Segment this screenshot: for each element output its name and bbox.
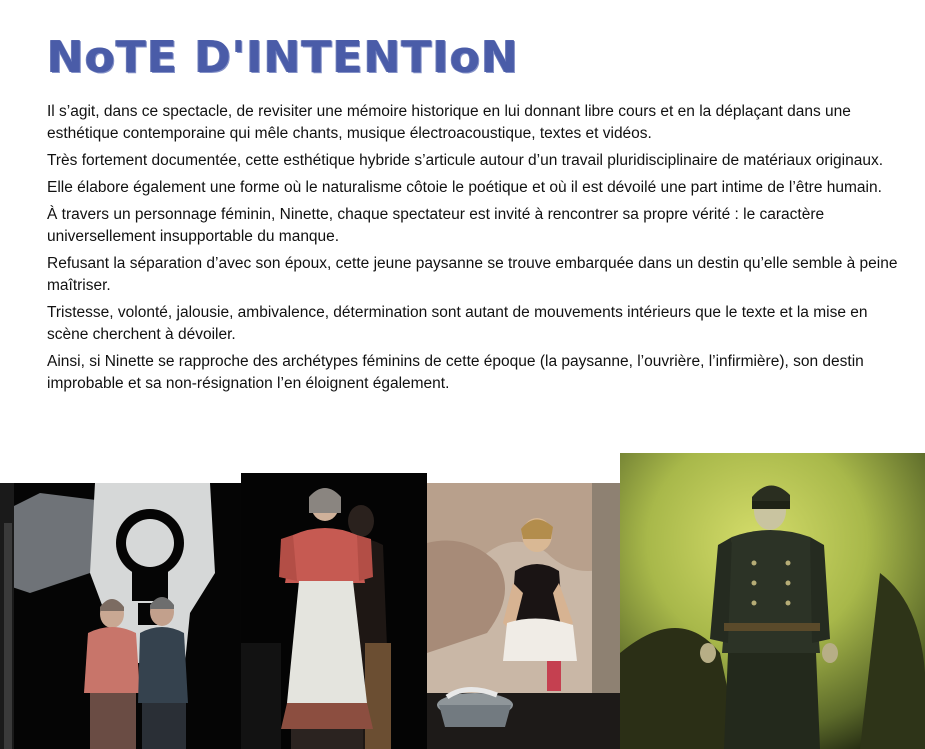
paragraph: Il s’agit, dans ce spectacle, de revisiter une mémoire historique en lui donnant libre cours et en la déplaçant dans une esthétique contemporaine qui mêle chants, musique électroacoustique, textes et vidéos. (47, 103, 851, 142)
paragraph: Refusant la séparation d’avec son époux, cette jeune paysanne se trouve embarquée dans un destin qu’elle semble à peine maîtriser. (47, 255, 898, 294)
paragraph: Elle élabore également une forme où le naturalisme côtoie le poétique et où il est dévoilé une part intime de l’être humain. (47, 179, 882, 196)
paragraph: Tristesse, volonté, jalousie, ambivalence, détermination sont autant de mouvements intérieurs que le texte et la mise en scène cherchent à dévoiler. (47, 304, 868, 343)
stage-photo-soldier (620, 453, 925, 749)
page-title: NoTE D'INTENTIoN (47, 32, 519, 83)
stage-photo-duo (0, 483, 241, 749)
stage-photo-apron (241, 473, 427, 749)
paragraph: Ainsi, si Ninette se rapproche des archétypes féminins de cette époque (la paysanne, l’ouvrière, l’infirmière), son destin improbable et sa non-résignation l’en éloignent également. (47, 353, 864, 392)
paragraph: Très fortement documentée, cette esthétique hybride s’articule autour d’un travail pluridisciplinaire de matériaux originaux. (47, 152, 884, 169)
intention-text (47, 101, 907, 400)
paragraph: À travers un personnage féminin, Ninette, chaque spectateur est invité à rencontrer sa propre vérité : le caractère universellement insupportable du manque. (47, 206, 825, 245)
stage-photo-basin (427, 483, 620, 749)
